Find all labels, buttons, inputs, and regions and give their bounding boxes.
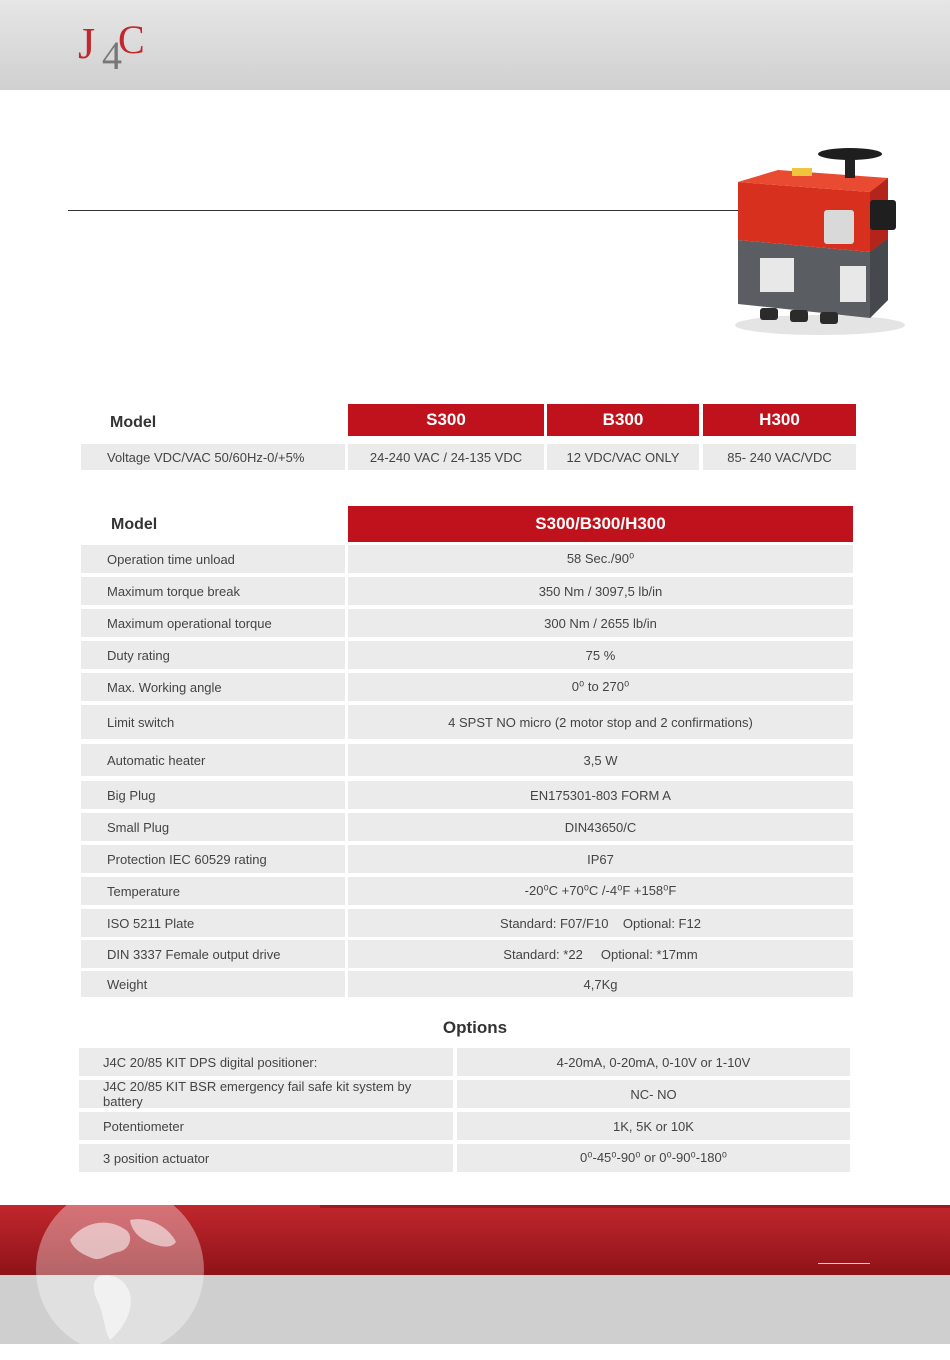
- spec-row-value: 3,5 W: [348, 744, 853, 776]
- voltage-label: Voltage VDC/VAC 50/60Hz-0/+5%: [81, 444, 345, 470]
- footer-white-line: [818, 1263, 870, 1264]
- spec-row-label: ISO 5211 Plate: [81, 909, 345, 937]
- model-column-s300: S300: [348, 404, 544, 436]
- title-divider: [68, 210, 748, 211]
- specs-column-header: S300/B300/H300: [348, 506, 853, 542]
- option-row-label: J4C 20/85 KIT DPS digital positioner:: [79, 1048, 453, 1076]
- spec-row-label: Big Plug: [81, 781, 345, 809]
- spec-row-label: Maximum operational torque: [81, 609, 345, 637]
- model-column-b300: B300: [547, 404, 699, 436]
- spec-row-label: Weight: [81, 971, 345, 997]
- spec-row-label: DIN 3337 Female output drive: [81, 940, 345, 968]
- models-header-label: Model: [110, 414, 157, 431]
- option-row-value: 0⁰-45⁰-90⁰ or 0⁰-90⁰-180⁰: [457, 1144, 850, 1172]
- option-row-label: J4C 20/85 KIT BSR emergency fail safe kit system by battery: [79, 1080, 453, 1108]
- specs-header-label: Model: [111, 516, 158, 533]
- spec-row-label: Operation time unload: [81, 545, 345, 573]
- voltage-h300: 85- 240 VAC/VDC: [703, 444, 856, 470]
- voltage-s300: 24-240 VAC / 24-135 VDC: [348, 444, 544, 470]
- spec-row-value: Standard: F07/F10 Optional: F12: [348, 909, 853, 937]
- model-column-h300: H300: [703, 404, 856, 436]
- option-row-value: 1K, 5K or 10K: [457, 1112, 850, 1140]
- spec-row-label: Maximum torque break: [81, 577, 345, 605]
- spec-row-label: Small Plug: [81, 813, 345, 841]
- spec-row-label: Temperature: [81, 877, 345, 905]
- footer-accent-line: [320, 1205, 950, 1208]
- spec-row-label: Max. Working angle: [81, 673, 345, 701]
- spec-row-label: Automatic heater: [81, 744, 345, 776]
- option-row-label: Potentiometer: [79, 1112, 453, 1140]
- spec-row-value: 4 SPST NO micro (2 motor stop and 2 confirmations): [348, 705, 853, 739]
- options-title: Options: [442, 1018, 508, 1037]
- spec-row-value: 58 Sec./90⁰: [348, 545, 853, 573]
- spec-row-value: 300 Nm / 2655 lb/in: [348, 609, 853, 637]
- spec-row-value: -20⁰C +70⁰C /-4⁰F +158⁰F: [348, 877, 853, 905]
- spec-row-value: 75 %: [348, 641, 853, 669]
- spec-row-value: 0⁰ to 270⁰: [348, 673, 853, 701]
- spec-row-label: Duty rating: [81, 641, 345, 669]
- spec-row-label: Limit switch: [81, 705, 345, 739]
- spec-row-value: Standard: *22 Optional: *17mm: [348, 940, 853, 968]
- spec-row-value: 350 Nm / 3097,5 lb/in: [348, 577, 853, 605]
- option-row-value: NC- NO: [457, 1080, 850, 1108]
- spec-row-value: IP67: [348, 845, 853, 873]
- spec-row-label: Protection IEC 60529 rating: [81, 845, 345, 873]
- globe-icon: [30, 1180, 210, 1360]
- voltage-b300: 12 VDC/VAC ONLY: [547, 444, 699, 470]
- spec-row-value: DIN43650/C: [348, 813, 853, 841]
- page-header: [0, 0, 950, 90]
- option-row-label: 3 position actuator: [79, 1144, 453, 1172]
- brand-logo: J 4 C: [78, 17, 145, 78]
- actuator-product-image: [720, 140, 920, 340]
- spec-row-value: EN175301-803 FORM A: [348, 781, 853, 809]
- option-row-value: 4-20mA, 0-20mA, 0-10V or 1-10V: [457, 1048, 850, 1076]
- spec-row-value: 4,7Kg: [348, 971, 853, 997]
